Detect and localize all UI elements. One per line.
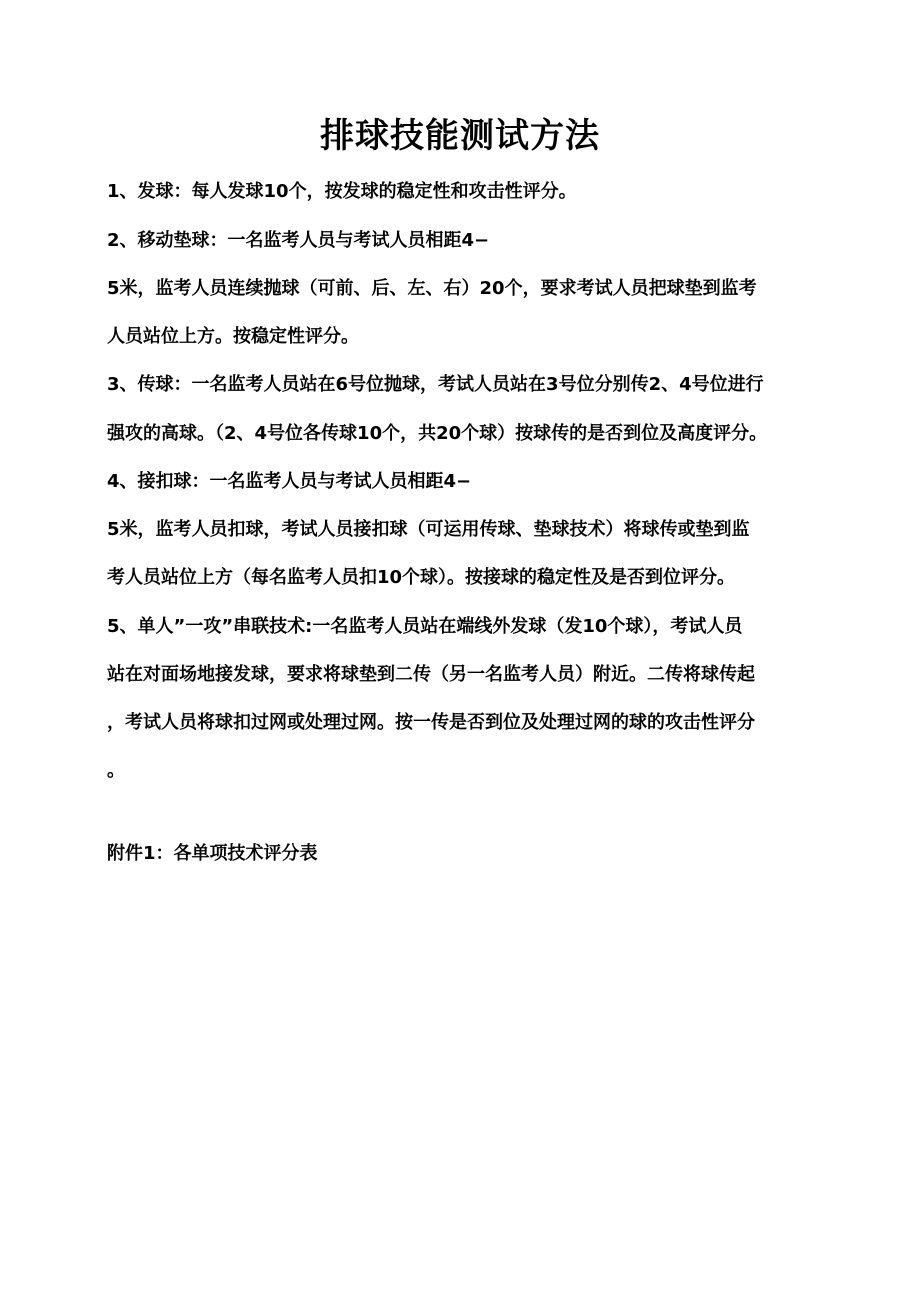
item-2-dig-line-1: 2、移动垫球：一名监考人员与考试人员相距4− — [107, 230, 490, 251]
item-4-receive-line-1: 4、接扣球：一名监考人员与考试人员相距4− — [107, 471, 472, 492]
item-2-dig-line-3: 人员站位上方。按稳定性评分。 — [107, 326, 359, 347]
item-5-combo-line-1: 5、单人”一攻”串联技术:一名监考人员站在端线外发球（发10个球），考试人员 — [107, 616, 743, 637]
item-4-receive-line-2: 5米，监考人员扣球，考试人员接扣球（可运用传球、垫球技术）将球传或垫到监 — [107, 519, 750, 540]
item-5-combo-line-2: 站在对面场地接发球，要求将球垫到二传（另一名监考人员）附近。二传将球传起 — [107, 664, 755, 685]
item-4-receive-line-3: 考人员站位上方（每名监考人员扣10个球）。按接球的稳定性及是否到位评分。 — [107, 567, 736, 588]
document-title: 排球技能测试方法 — [320, 116, 600, 156]
item-2-dig-line-2: 5米，监考人员连续抛球（可前、后、左、右）20个，要求考试人员把球垫到监考 — [107, 278, 757, 299]
attachment-note: 附件1：各单项技术评分表 — [107, 843, 318, 864]
item-1-serve: 1、发球：每人发球10个，按发球的稳定性和攻击性评分。 — [107, 181, 577, 202]
item-3-pass-line-2: 强攻的高球。（2、4号位各传球10个，共20个球）按球传的是否到位及高度评分。 — [107, 423, 768, 444]
item-5-combo-line-4: 。 — [107, 760, 125, 781]
item-3-pass-line-1: 3、传球：一名监考人员站在6号位抛球，考试人员站在3号位分别传2、4号位进行 — [107, 374, 764, 395]
item-5-combo-line-3: ，考试人员将球扣过网或处理过网。按一传是否到位及处理过网的球的攻击性评分 — [107, 712, 755, 733]
